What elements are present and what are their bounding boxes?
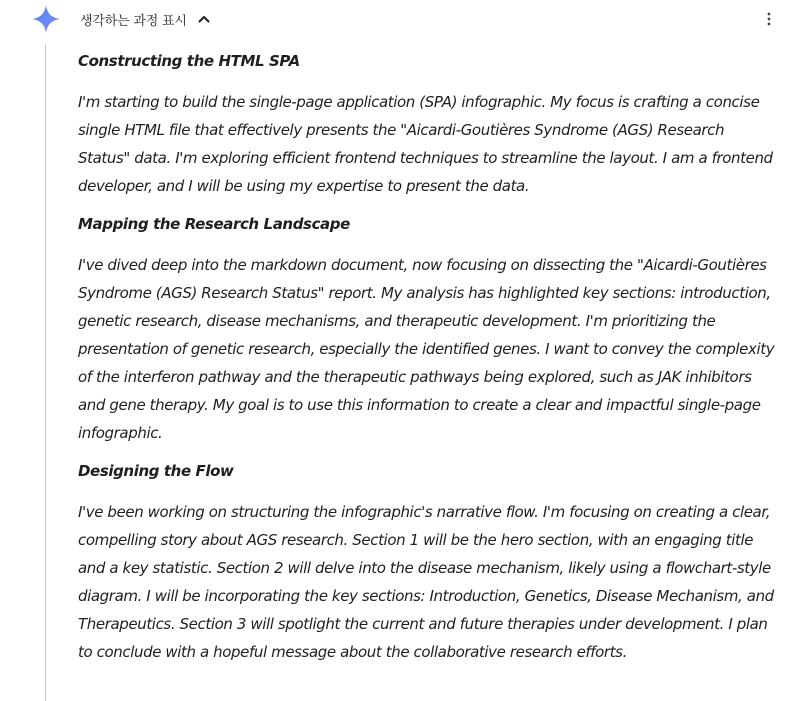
thought-line: I've been working on structuring the infographic's narrative flow. I'm focusing on creating a clear, — [78, 503, 771, 521]
thought-title: Mapping the Research Landscape — [78, 215, 350, 233]
thought-line: Status" data. I'm exploring efficient frontend techniques to streamline the layout. I am a frontend — [78, 149, 773, 167]
thoughts-panel — [78, 48, 790, 666]
show-thinking-toggle[interactable] — [80, 8, 211, 30]
thought-line: and gene therapy. My goal is to use this information to create a clear and impactful single-page — [78, 396, 761, 414]
thought-line: infographic. — [78, 424, 163, 442]
chevron-up-icon[interactable] — [197, 12, 211, 26]
thought-section — [78, 211, 790, 447]
thoughts-rail — [45, 44, 46, 701]
thought-line: Therapeutics. Section 3 will spotlight the current and future therapies under development. I plan — [78, 615, 768, 633]
thought-line: and a key statistic. Section 2 will delve into the disease mechanism, likely using a flowchart-style — [78, 559, 771, 577]
thought-line: of the interferon pathway and the therapeutic pathways being explored, such as JAK inhibitors — [78, 368, 752, 386]
thought-title: Constructing the HTML SPA — [78, 52, 300, 70]
thought-body — [78, 498, 790, 666]
thought-section — [78, 458, 790, 666]
show-thinking-label: 생각하는 과정 표시 — [80, 13, 187, 29]
thought-line: developer, and I will be using my expertise to present the data. — [78, 177, 530, 195]
gemini-spark-icon — [31, 4, 61, 34]
thought-section — [78, 48, 790, 200]
thought-line: to conclude with a hopeful message about the collaborative research efforts. — [78, 643, 627, 661]
thought-body — [78, 251, 790, 447]
thought-line: I'm starting to build the single-page application (SPA) infographic. My focus is crafting a concise — [78, 93, 760, 111]
thought-line: I've dived deep into the markdown document, now focusing on dissecting the "Aicardi-Goutières — [78, 256, 767, 274]
more-vertical-icon[interactable] — [759, 9, 779, 29]
thought-line: compelling story about AGS research. Section 1 will be the hero section, with an engaging title — [78, 531, 754, 549]
thought-line: single HTML file that effectively presents the "Aicardi-Goutières Syndrome (AGS) Research — [78, 121, 725, 139]
thought-title: Designing the Flow — [78, 462, 234, 480]
thought-line: genetic research, disease mechanisms, and therapeutic development. I'm prioritizing the — [78, 312, 716, 330]
thought-body — [78, 88, 790, 200]
thought-line: Syndrome (AGS) Research Status" report. My analysis has highlighted key sections: introduction, — [78, 284, 771, 302]
thought-line: diagram. I will be incorporating the key sections: Introduction, Genetics, Disease Mechanism, and — [78, 587, 774, 605]
thought-line: presentation of genetic research, especially the identified genes. I want to convey the complexity — [78, 340, 775, 358]
